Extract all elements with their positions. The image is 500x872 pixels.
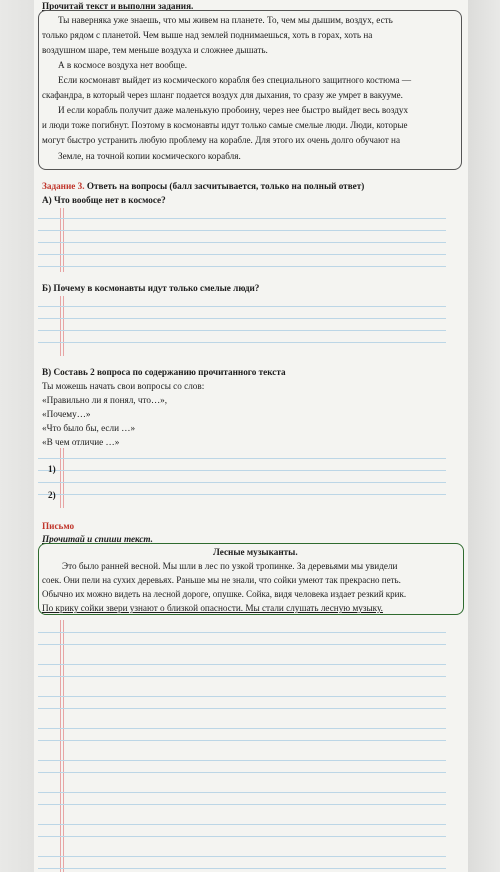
copy-line[interactable] — [38, 676, 446, 677]
answer-line[interactable] — [38, 230, 446, 231]
answer-line[interactable] — [38, 342, 446, 343]
answer-line[interactable] — [38, 330, 446, 331]
task3-label: Задание 3. — [42, 181, 85, 191]
reading-line: скафандра, в который через шланг подается воздух для дыхания, то сразу же умрет в вакууме. — [42, 90, 403, 100]
copy-lines — [38, 620, 446, 872]
copy-line[interactable] — [38, 760, 446, 761]
answer-line[interactable] — [38, 306, 446, 307]
copy-line[interactable] — [38, 740, 446, 741]
answer-line[interactable] — [38, 266, 446, 267]
reading-line: могут быстро устранить любую проблему на корабле. Для этого их очень долго обучают на — [42, 135, 401, 145]
question-starter: «Почему…» — [42, 409, 91, 419]
margin-line — [63, 296, 64, 356]
margin-line — [60, 296, 61, 356]
reading-line: Ты наверняка уже знаешь, что мы живем на планете. То, чем мы дышим, воздух, есть — [58, 15, 393, 25]
copy-line[interactable] — [38, 836, 446, 837]
instruction-heading: Прочитай текст и выполни задания. — [42, 1, 194, 11]
answer-line[interactable] — [38, 318, 446, 319]
reading-line: Если космонавт выйдет из космического корабля без специального защитного костюма — — [58, 75, 412, 85]
answer-line[interactable] — [38, 254, 446, 255]
answer-line[interactable] — [38, 470, 446, 471]
answer-line[interactable] — [38, 482, 446, 483]
margin-line — [63, 620, 64, 872]
answer-line[interactable] — [38, 494, 446, 495]
story-line: Обычно их можно видеть на лесной дороге, опушке. Сойка, видя человека издает резкий крик. — [42, 589, 407, 599]
reading-line: И если корабль получит даже маленькую пробоину, через нее быстро выйдет весь воздух — [58, 105, 409, 115]
margin-line — [60, 448, 61, 508]
answer-lines-a — [38, 208, 446, 272]
letter-instruction: Прочитай и спиши текст. — [42, 534, 153, 544]
letter-title: Письмо — [42, 521, 75, 531]
answer-line[interactable] — [38, 218, 446, 219]
answer-lines-b — [38, 296, 446, 356]
copy-line[interactable] — [38, 632, 446, 633]
reading-line: только рядом с планетой. Чем выше над землей поднимаешься, хоть в горах, хоть на — [42, 30, 373, 40]
question-a: А) Что вообще нет в космосе? — [42, 195, 166, 205]
question-starter: «Что было бы, если …» — [42, 423, 136, 433]
story-line: Это было ранней весной. Мы шли в лес по узкой тропинке. За деревьями мы увидели — [62, 561, 398, 571]
copy-line[interactable] — [38, 868, 446, 869]
margin-line — [60, 620, 61, 872]
reading-line: и люди тоже погибнут. Поэтому в космонавты идут только самые смелые люди. Люди, которые — [42, 120, 408, 130]
page-shadow-left — [0, 0, 34, 872]
copy-line[interactable] — [38, 792, 446, 793]
reading-line: воздушном шаре, тем меньше воздуха и сложнее дышать. — [42, 45, 268, 55]
reading-line: Земле, на точной копии космического корабля. — [58, 151, 241, 161]
copy-line[interactable] — [38, 772, 446, 773]
copy-line[interactable] — [38, 856, 446, 857]
story-line: соек. Они пели на сухих деревьях. Раньше мы не знали, что сойки умеют так прекрасно петь. — [42, 575, 401, 585]
question-starter: «В чем отличие …» — [42, 437, 120, 447]
question-b: Б) Почему в космонавты идут только смелые люди? — [42, 283, 260, 293]
task3-title — [42, 180, 364, 192]
question-v: В) Составь 2 вопроса по содержанию прочитанного текста — [42, 367, 286, 377]
copy-line[interactable] — [38, 728, 446, 729]
margin-line — [63, 448, 64, 508]
task3-title-rest: Ответь на вопросы (балл засчитывается, только на полный ответ) — [86, 181, 365, 191]
copy-line[interactable] — [38, 664, 446, 665]
copy-line[interactable] — [38, 696, 446, 697]
page-shadow-right — [468, 0, 500, 872]
question-starter: «Правильно ли я понял, что…», — [42, 395, 168, 405]
copy-line[interactable] — [38, 804, 446, 805]
answer-line[interactable] — [38, 242, 446, 243]
question-number-2: 2) — [48, 490, 56, 500]
reading-line: А в космосе воздуха нет вообще. — [58, 60, 188, 70]
question-v-hint: Ты можешь начать свои вопросы со слов: — [42, 381, 205, 391]
copy-line[interactable] — [38, 824, 446, 825]
copy-line[interactable] — [38, 644, 446, 645]
copy-line[interactable] — [38, 708, 446, 709]
story-title: Лесные музыканты. — [213, 547, 298, 557]
answer-lines-v — [38, 448, 446, 508]
question-number-1: 1) — [48, 464, 56, 474]
answer-line[interactable] — [38, 458, 446, 459]
story-line: По крику сойки звери узнают о близкой опасности. Мы стали слушать лесную музыку. — [42, 603, 383, 613]
